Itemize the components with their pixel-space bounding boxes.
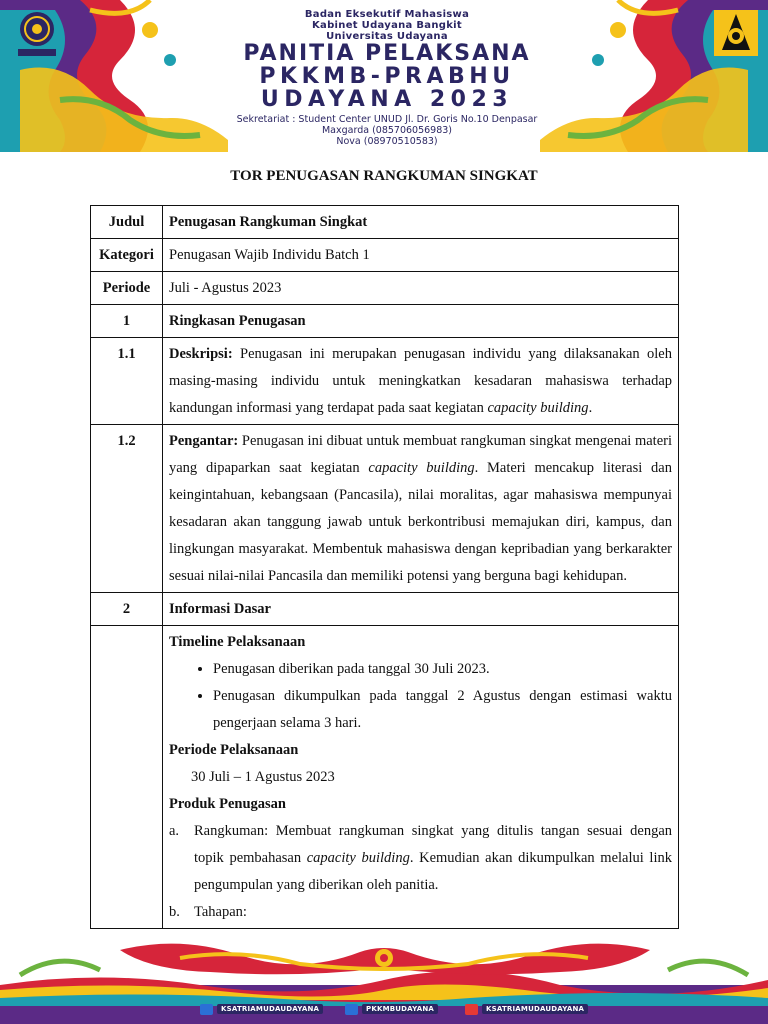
produk-b-marker: b. <box>169 904 180 920</box>
contact-maxgarda: Maxgarda (085706056983) <box>321 125 453 136</box>
footer-link-3[interactable] <box>465 1002 588 1016</box>
produk-a-text <box>194 818 672 899</box>
section-1-1-content <box>163 338 679 425</box>
timeline-list <box>169 656 672 737</box>
section-1-2-number: 1.2 <box>91 425 163 593</box>
document-title: TOR PENUGASAN RANGKUMAN SINGKAT <box>230 168 538 184</box>
universitas-udayana-logo <box>16 10 58 58</box>
bem-udayana-logo <box>714 10 758 56</box>
judul-label: Judul <box>91 206 163 239</box>
event-year-title: UDAYANA 2023 <box>260 87 514 112</box>
pengantar-text-a: Penugasan ini dibuat untuk membuat rangkuman singkat mengenai materi yang dipaparkan saat kegiatan <box>169 433 672 476</box>
org-line-3: Universitas Udayana <box>326 31 448 42</box>
list-item: • Penugasan dikumpulkan pada tanggal 2 Agustus dengan estimasi waktu pengerjaan selama 3 hari. <box>213 683 672 737</box>
deskripsi-label: Deskripsi: <box>169 346 233 362</box>
section-1-1-number: 1.1 <box>91 338 163 425</box>
pengantar-label: Pengantar: <box>169 433 239 449</box>
letterhead <box>0 0 768 152</box>
periode-label: Periode <box>91 272 163 305</box>
produk-a-italic: capacity building <box>306 850 410 866</box>
contact-nova: Nova (08970510583) <box>336 136 438 147</box>
table-row <box>91 593 679 626</box>
table-row <box>91 338 679 425</box>
kategori-value: Penugasan Wajib Individu Batch 1 <box>163 239 679 272</box>
footer-link-1[interactable] <box>200 1002 323 1016</box>
periode-value: Juli - Agustus 2023 <box>163 272 679 305</box>
org-line-2: Kabinet Udayana Bangkit <box>312 20 462 31</box>
pengantar-italic: capacity building <box>368 460 475 476</box>
section-2-number: 2 <box>91 593 163 626</box>
timeline-title: Timeline Pelaksanaan <box>169 634 306 650</box>
footer-link-3-text: KSATRIAMUDAUDAYANA <box>482 1004 588 1014</box>
judul-value: Penugasan Rangkuman Singkat <box>163 206 679 239</box>
secretariat-address: Sekretariat : Student Center UNUD Jl. Dr. Goris No.10 Denpasar <box>236 114 538 125</box>
social-icon <box>345 1004 358 1015</box>
footer-social-links <box>0 1002 768 1018</box>
produk-item-a <box>169 818 672 899</box>
section-2-content <box>163 626 679 929</box>
letterhead-text <box>222 9 552 147</box>
footer-link-1-text: KSATRIAMUDAUDAYANA <box>217 1004 323 1014</box>
periode-pelaksanaan-title: Periode Pelaksanaan <box>169 742 299 758</box>
social-icon <box>200 1004 213 1015</box>
produk-b-text: Tahapan: <box>194 904 247 920</box>
footer-link-2[interactable] <box>345 1002 438 1016</box>
table-row <box>91 626 679 929</box>
deskripsi-text-a: Penugasan ini merupakan penugasan individu yang dilaksanakan oleh masing-masing individu untuk meningkatkan kesadaran mahasiswa terhadap kandungan informasi yang terdapat pada saat kegiatan <box>169 346 672 416</box>
list-item: • Penugasan diberikan pada tanggal 30 Juli 2023. <box>213 656 672 683</box>
pengantar-text-b: . Materi mencakup literasi dan keingintahuan, kebangsaan (Pancasila), nilai moralitas, agar mahasiswa mempunyai kesadaran akan tanggung jawab untuk berkontribusi memajukan diri, kampus, dan lingkungan masyarakat. Membentuk mahasiswa dengan kepribadian yang berkarakter sesuai nilai-nilai Pancasila dan memiliki potensi yang berguna bagi kehidupan. <box>169 460 672 584</box>
section-1-number: 1 <box>91 305 163 338</box>
kategori-label: Kategori <box>91 239 163 272</box>
table-row <box>91 305 679 338</box>
section-2-title: Informasi Dasar <box>163 593 679 626</box>
event-title: PKKMB-PRABHU <box>259 64 515 89</box>
table-row <box>91 239 679 272</box>
produk-item-b <box>169 899 672 926</box>
table-row <box>91 206 679 239</box>
committee-title: PANITIA PELAKSANA <box>243 41 531 66</box>
youtube-icon <box>465 1004 478 1015</box>
produk-title: Produk Penugasan <box>169 796 286 812</box>
produk-a-text-a: Rangkuman: Membuat rangkuman singkat yang ditulis tangan sesuai dengan topik pembahasan <box>194 823 672 866</box>
periode-pelaksanaan-value: 30 Juli – 1 Agustus 2023 <box>191 769 335 785</box>
tor-table <box>90 205 679 929</box>
deskripsi-text-b: . <box>588 400 593 416</box>
section-1-2-content <box>163 425 679 593</box>
produk-a-marker: a. <box>169 823 180 839</box>
table-row <box>91 425 679 593</box>
org-line-1: Badan Eksekutif Mahasiswa <box>304 9 470 20</box>
section-2-empty-number <box>91 626 163 929</box>
table-row <box>91 272 679 305</box>
footer-link-2-text: PKKMBUDAYANA <box>362 1004 438 1014</box>
produk-a-text-b: . Kemudian akan dikumpulkan melalui link pengumpulan yang diberikan oleh panitia. <box>194 850 672 893</box>
deskripsi-italic: capacity building <box>487 400 589 416</box>
section-1-title: Ringkasan Penugasan <box>163 305 679 338</box>
